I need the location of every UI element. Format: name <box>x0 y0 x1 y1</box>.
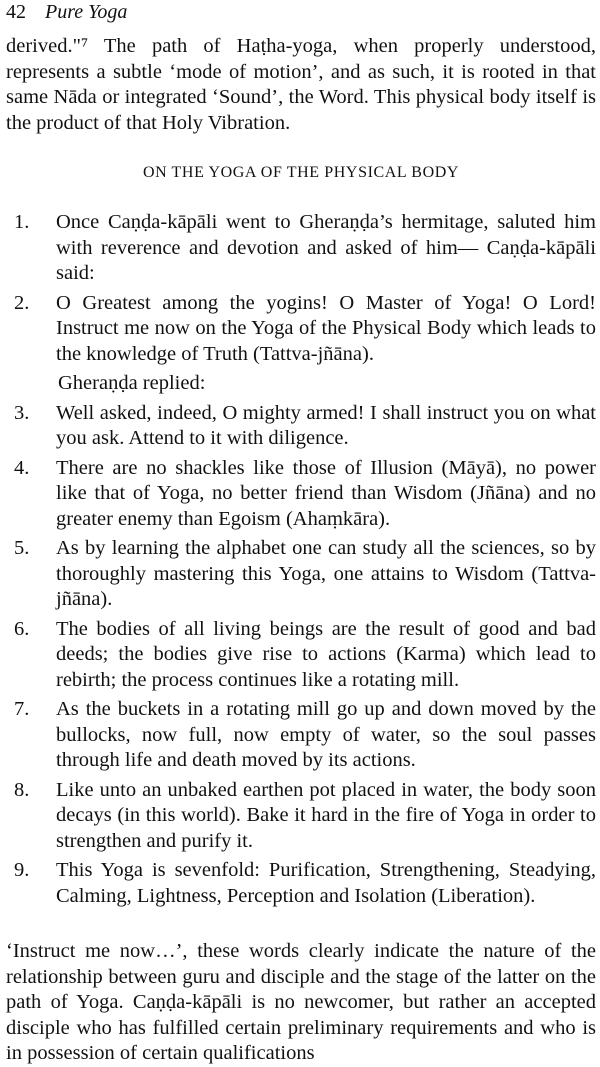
verse-3 <box>6 401 596 452</box>
closing-paragraph: ‘Instruct me now…’, these words clearly indicate the nature of the relationship between guru and disciple and the stage of the latter on the path of Yoga. Caṇḍa-kāpāli is no newcomer, but rather an accepted disciple who has fulfilled certain preliminary requirements and who is in possession of certain qualifications <box>6 940 596 1064</box>
running-title: Pure Yoga <box>45 1 128 23</box>
page-number: 42 <box>6 1 26 23</box>
verse-text: Like unto an unbaked earthen pot placed in water, the body soon decays (in this world). Bake it hard in the fire of Yoga in order to strengthen and purify it. <box>56 778 596 852</box>
verse-2 <box>6 291 596 368</box>
verse-9 <box>6 858 596 909</box>
verse-5 <box>6 536 596 613</box>
verse-4 <box>6 456 596 533</box>
intro-paragraph: derived."⁷ The path of Haṭha-yoga, when properly understood, represents a subtle ‘mode of motion’, and as such, it is rooted in that same Nāda or integrated ‘Sound’, the Word. This physical body itself is the product of that Holy Vibration. <box>6 35 596 134</box>
verse-text: Once Caṇḍa-kāpāli went to Gheraṇḍa’s hermitage, saluted him with reverence and devotion and asked of him— Caṇḍa-kāpāli said: <box>56 211 596 284</box>
verse-number: 3. <box>14 401 30 424</box>
verse-text: Well asked, indeed, O mighty armed! I shall instruct you on what you ask. Attend to it with diligence. <box>56 401 596 449</box>
running-header <box>6 0 596 34</box>
verse-6 <box>6 617 596 694</box>
verse-8 <box>6 778 596 855</box>
verse-number: 8. <box>14 778 30 801</box>
verse-1 <box>6 210 596 287</box>
verse-number: 6. <box>14 617 30 640</box>
verse-number: 5. <box>14 537 30 559</box>
verse-number: 7. <box>14 698 30 720</box>
verse-number: 2. <box>14 291 30 314</box>
verse-number: 4. <box>14 456 30 479</box>
verse-text: The bodies of all living beings are the result of good and bad deeds; the bodies give rise to actions (Karma) which lead to rebirth; the process continues like a rotating mill. <box>56 617 596 691</box>
verse-text: This Yoga is sevenfold: Purification, Strengthening, Steadying, Calming, Lightness, Perception and Isolation (Liberation). <box>56 859 596 907</box>
verse-number: 1. <box>14 211 30 233</box>
verse-text: As the buckets in a rotating mill go up and down moved by the bullocks, now full, now empty of water, so the soul passes through life and death moved by its actions. <box>56 698 596 771</box>
speaker-line: Gheraṇḍa replied: <box>58 372 206 394</box>
verse-number: 9. <box>14 859 30 881</box>
verse-text: O Greatest among the yogins! O Master of Yoga! O Lord! Instruct me now on the Yoga of the Physical Body which leads to the knowledge of Truth (Tattva-jñāna). <box>56 291 596 365</box>
section-heading: ON THE YOGA OF THE PHYSICAL BODY <box>142 164 460 181</box>
verse-text: There are no shackles like those of Illusion (Māyā), no power like that of Yoga, no better friend than Wisdom (Jñāna) and no greater enemy than Egoism (Ahaṃkāra). <box>56 456 596 530</box>
verse-text: As by learning the alphabet one can study all the sciences, so by thoroughly mastering this Yoga, one attains to Wisdom (Tattva-jñāna). <box>56 537 596 610</box>
verse-7 <box>6 697 596 774</box>
verse-list <box>6 210 596 909</box>
